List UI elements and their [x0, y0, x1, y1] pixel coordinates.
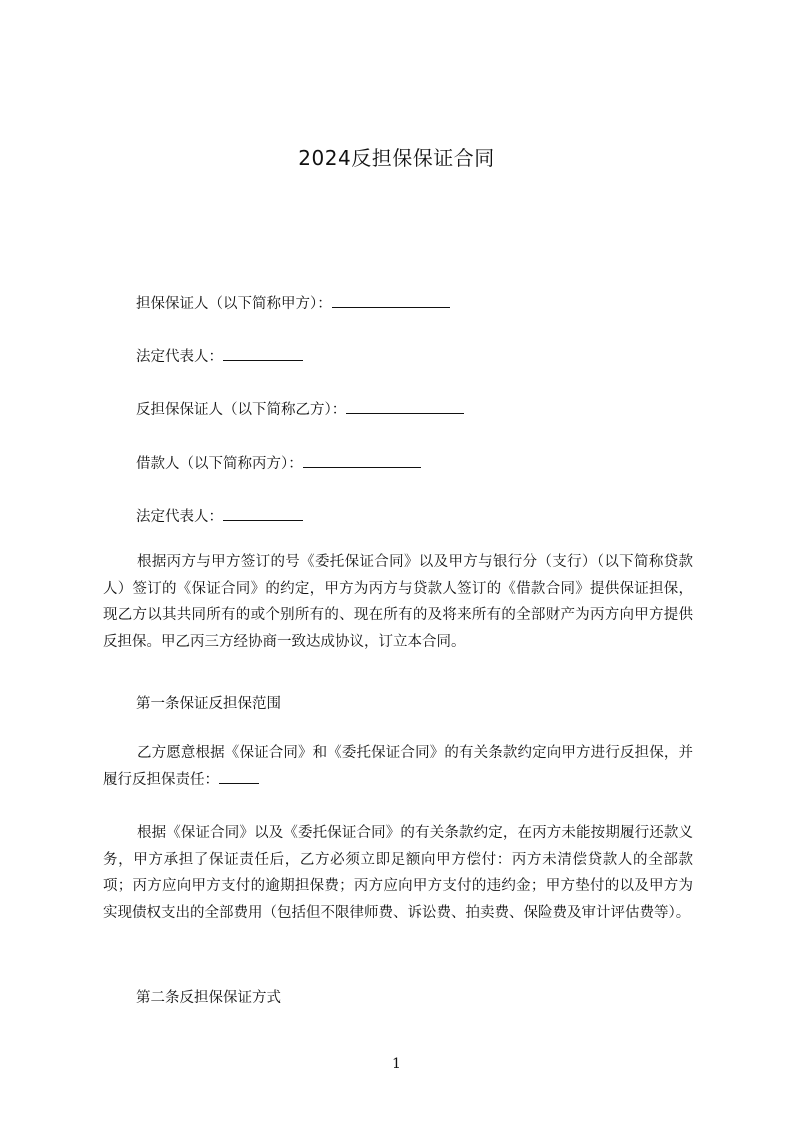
article-1-paragraph-1-blank	[219, 771, 259, 784]
field-guarantor	[136, 292, 450, 313]
field-legal-rep-2-label: 法定代表人：	[136, 509, 223, 525]
article-1-paragraph-2: 根据《保证合同》以及《委托保证合同》的有关条款约定，在丙方未能按期履行还款义务，甲方承担了保证责任后，乙方必须立即足额向甲方偿付：丙方未清偿贷款人的全部款项；丙方应向甲方支付的逾期担保费；丙方应向甲方支付的违约金；甲方垫付的以及甲方为实现债权支出的全部费用（包括但不限律师费、诉讼费、拍卖费、保险费及审计评估费等）。	[103, 825, 693, 921]
field-legal-rep-2-blank	[223, 508, 303, 521]
field-borrower-label: 借款人（以下简称丙方）：	[136, 456, 303, 472]
article-2-heading: 第二条反担保保证方式	[136, 990, 281, 1006]
field-legal-rep-1-blank	[223, 348, 303, 361]
page-number: 1	[392, 1056, 401, 1072]
article-1-paragraph-1	[103, 740, 693, 793]
preamble-paragraph: 根据丙方与甲方签订的号《委托保证合同》以及甲方与银行分（支行）（以下简称贷款人）签订的《保证合同》的约定，甲方为丙方与贷款人签订的《借款合同》提供保证担保，现乙方以其共同所有的或个别所有的、现在所有的及将来所有的全部财产为丙方向甲方提供反担保。甲乙丙三方经协商一致达成协议，订立本合同。	[103, 554, 693, 650]
field-guarantor-label: 担保保证人（以下简称甲方）：	[136, 296, 332, 312]
field-legal-rep-1	[136, 345, 303, 366]
field-counter-guarantor-blank	[346, 401, 464, 414]
field-borrower-blank	[303, 455, 421, 468]
field-counter-guarantor-label: 反担保保证人（以下简称乙方）：	[136, 402, 347, 418]
field-borrower	[136, 452, 421, 473]
field-legal-rep-2	[136, 505, 303, 526]
field-legal-rep-1-label: 法定代表人：	[136, 349, 223, 365]
field-guarantor-blank	[332, 295, 450, 308]
document-title: 2024反担保保证合同	[298, 146, 495, 170]
article-1-paragraph-1-text: 乙方愿意根据《保证合同》和《委托保证合同》的有关条款约定向甲方进行反担保，并履行反担保责任：	[103, 745, 693, 788]
article-1-heading: 第一条保证反担保范围	[136, 696, 281, 712]
field-counter-guarantor	[136, 398, 464, 419]
